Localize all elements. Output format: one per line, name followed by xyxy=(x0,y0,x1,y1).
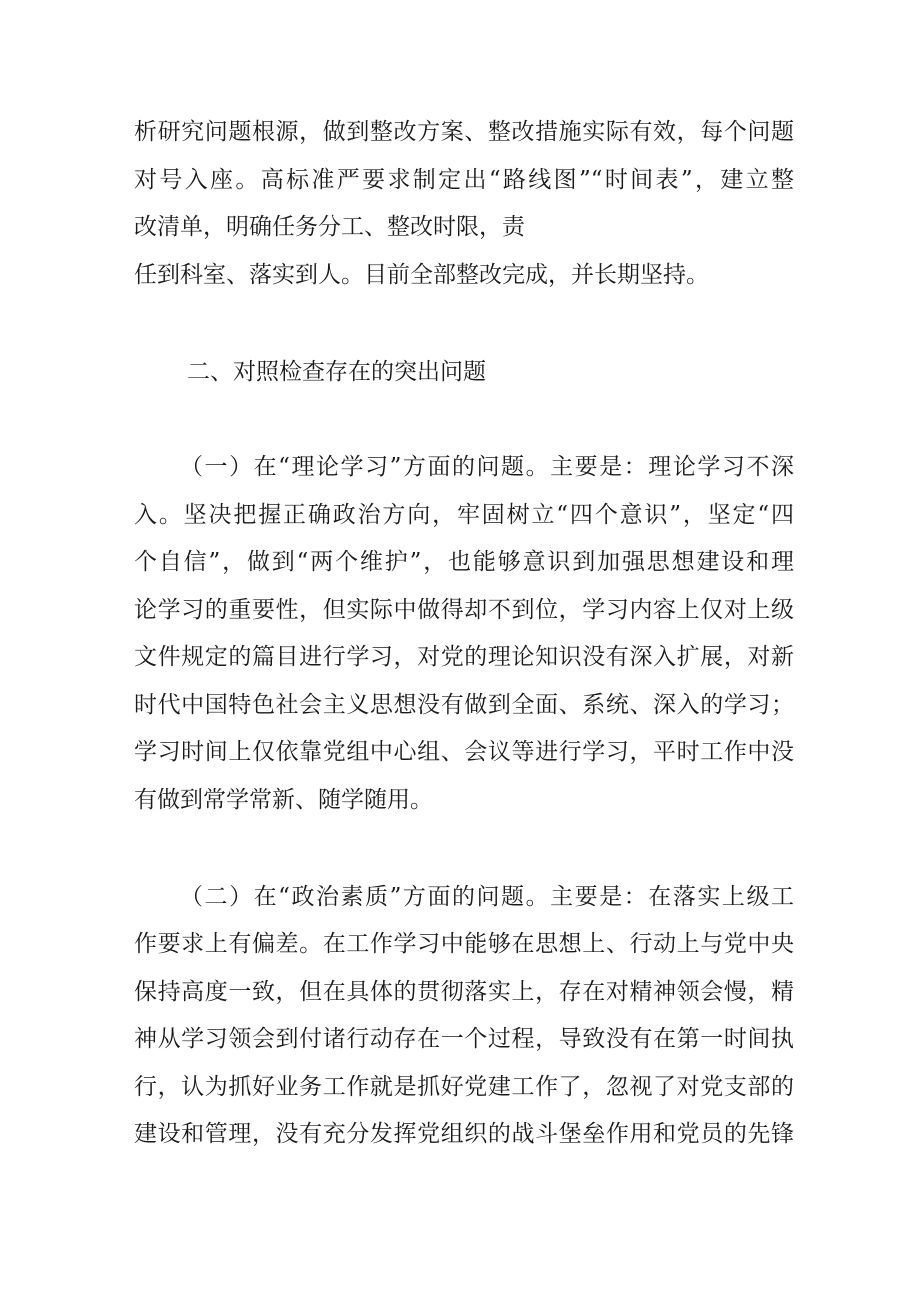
paragraph-line: 神从学习领会到付诸行动存在一个过程，导致没有在第一时间执 xyxy=(134,1026,794,1052)
paragraph-line: 作要求上有偏差。在工作学习中能够在思想上、行动上与党中央 xyxy=(134,931,794,957)
paragraph-line: 学习时间上仅依靠党组中心组、会议等进行学习，平时工作中没 xyxy=(134,739,794,765)
paragraph-line: 对号入座。高标准严要求制定出“路线图”“时间表”，建立整 xyxy=(134,167,794,193)
paragraph-line: （一）在“理论学习”方面的问题。主要是：理论学习不深 xyxy=(180,454,794,480)
paragraph-line: 改清单，明确任务分工、整改时限，责 xyxy=(134,214,525,240)
paragraph-line: 行，认为抓好业务工作就是抓好党建工作了，忽视了对党支部的 xyxy=(134,1074,794,1100)
paragraph-line: 保持高度一致，但在具体的贯彻落实上，存在对精神领会慢，精 xyxy=(134,979,794,1005)
paragraph-line: 任到科室、落实到人。目前全部整改完成，并长期坚持。 xyxy=(134,262,709,288)
paragraph-line: 文件规定的篇目进行学习，对党的理论知识没有深入扩展，对新 xyxy=(134,644,794,670)
paragraph-line: 论学习的重要性，但实际中做得却不到位，学习内容上仅对上级 xyxy=(134,597,794,623)
paragraph-line: 建设和管理，没有充分发挥党组织的战斗堡垒作用和党员的先锋 xyxy=(134,1121,794,1147)
paragraph-line: 有做到常学常新、随学随用。 xyxy=(134,787,433,813)
paragraph-line: 个自信”，做到“两个维护”，也能够意识到加强思想建设和理 xyxy=(134,549,794,575)
paragraph-line: （二）在“政治素质”方面的问题。主要是：在落实上级工 xyxy=(180,884,794,910)
paragraph-line: 时代中国特色社会主义思想没有做到全面、系统、深入的学习； xyxy=(134,692,794,718)
paragraph-line: 析研究问题根源，做到整改方案、整改措施实际有效，每个问题 xyxy=(134,119,794,145)
section-heading: 二、对照检查存在的突出问题 xyxy=(187,359,486,385)
paragraph-line: 入。坚决把握正确政治方向，牢固树立“四个意识”，坚定“四 xyxy=(134,502,794,528)
